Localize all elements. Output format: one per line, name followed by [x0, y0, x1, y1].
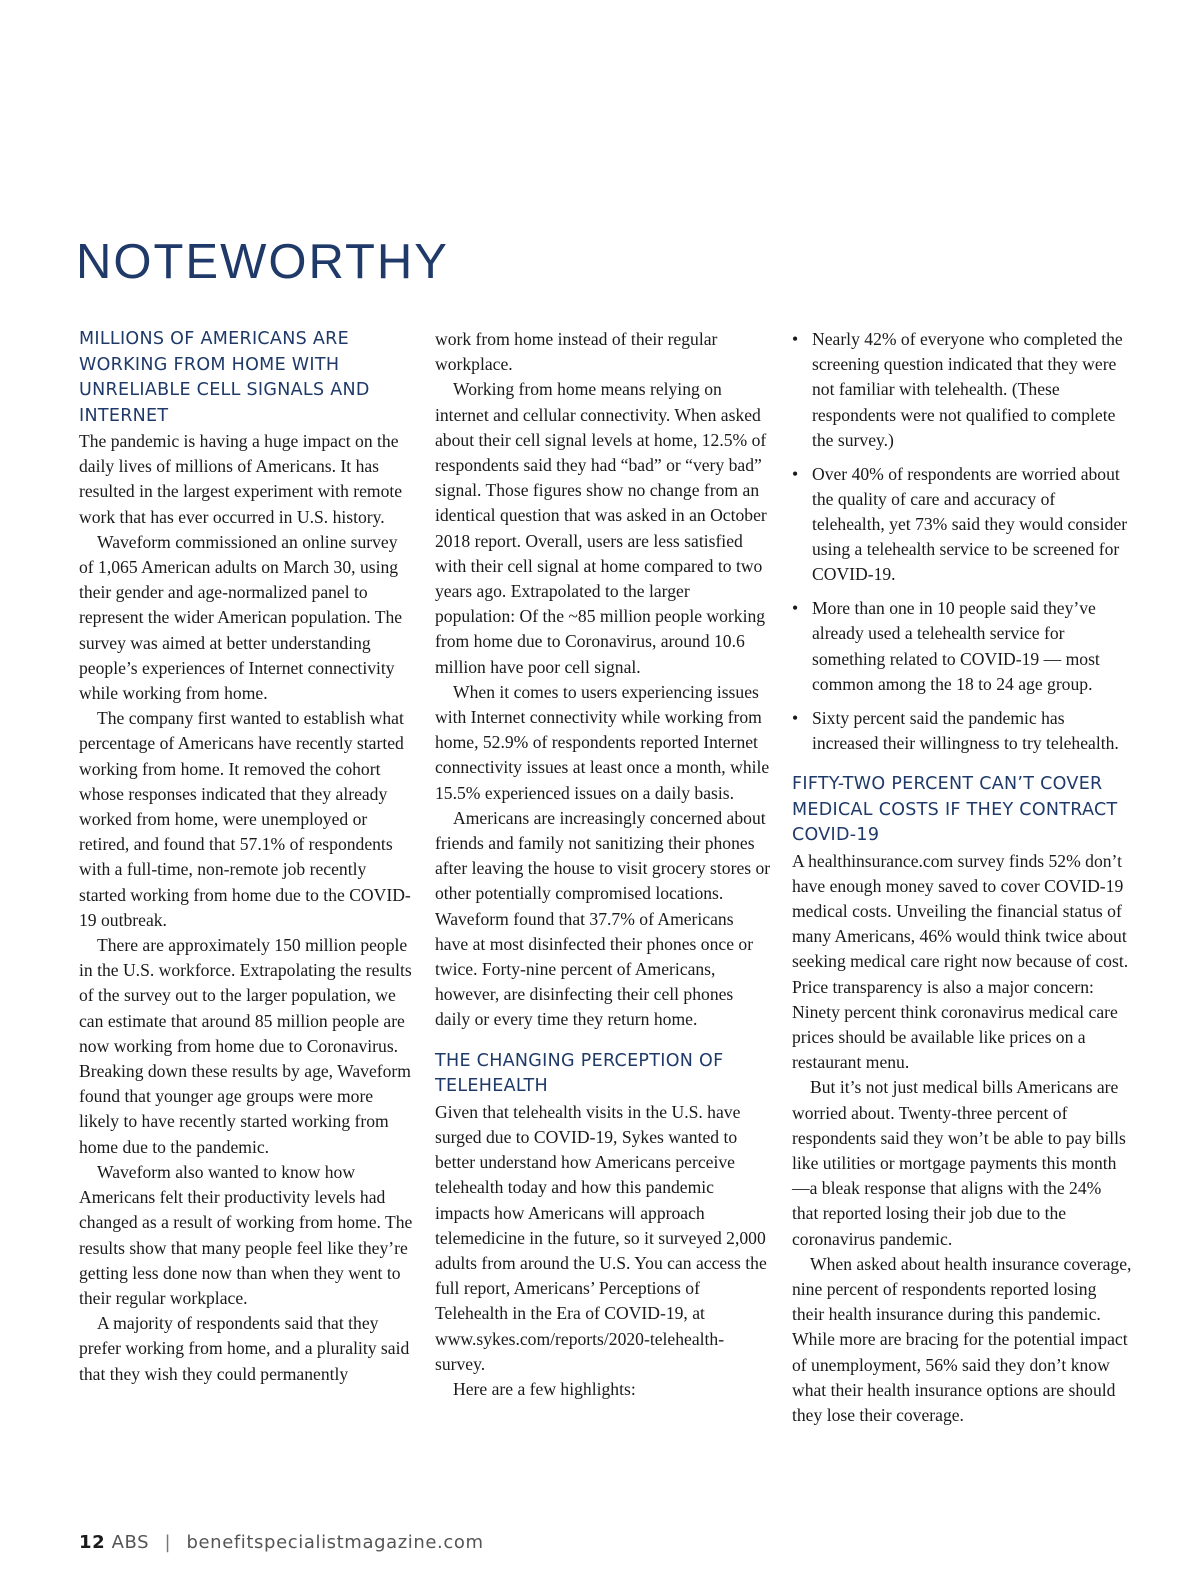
- column-right: [792, 327, 1132, 1428]
- page-footer: [79, 1532, 484, 1553]
- article-paragraph: Waveform also wanted to know how Americans felt their productivity levels had changed as a result of working from home. The results show that many people feel like they’re getting less done now than when they went to their regular workplace.: [79, 1161, 413, 1308]
- list-item-text: More than one in 10 people said they’ve already used a telehealth service for something related to COVID-19 — most common among the 18 to 24 age group.: [812, 598, 1100, 694]
- section-heading-telehealth: THE CHANGING PERCEPTION OF TELEHEALTH: [435, 1050, 724, 1097]
- list-item: [792, 462, 1132, 588]
- article-paragraph: A majority of respondents said that they prefer working from home, and a plurality said that they wish they could permanently: [79, 1313, 410, 1384]
- bullet-icon: •: [792, 463, 799, 484]
- article-paragraph: Here are a few highlights:: [453, 1378, 636, 1399]
- list-item: [792, 327, 1132, 453]
- bullet-icon: •: [792, 707, 799, 728]
- article-paragraph: The company first wanted to establish what percentage of Americans have recently started working from home. It removed the cohort whose responses indicated that they already worked from home, were unemployed or retired, and found that 57.1% of respondents with a full-time, non-remote job recently started working from home due to the COVID-19 outbreak.: [79, 708, 411, 930]
- article-paragraph: Americans are increasingly concerned about friends and family not sanitizing their phones after leaving the house to visit grocery stores or other potentially compromised locations. Waveform found that 37.7% of Americans have at most disinfected their phones once or twice. Forty-nine percent of Americans, however, are disinfecting their cell phones daily or every time they return home.: [435, 807, 771, 1030]
- section-heading-remote-work: MILLIONS OF AMERICANS ARE WORKING FROM HOME WITH UNRELIABLE CELL SIGNALS AND INTERNET: [79, 329, 370, 426]
- list-item: [792, 596, 1132, 697]
- list-item: [792, 706, 1132, 756]
- column-middle: [435, 327, 771, 1402]
- list-item-text: Nearly 42% of everyone who completed the screening question indicated that they were not familiar with telehealth. (These respondents were not qualified to complete the survey.): [812, 329, 1123, 450]
- article-paragraph: The pandemic is having a huge impact on the daily lives of millions of Americans. It has resulted in the largest experiment with remote work that has ever occurred in U.S. history.: [79, 431, 403, 527]
- article-paragraph: There are approximately 150 million people in the U.S. workforce. Extrapolating the results of the survey out to the larger population, we can estimate that around 85 million people are now working from home due to Coronavirus. Breaking down these results by age, Waveform found that younger age groups were more likely to have recently started working from home due to the pandemic.: [79, 935, 412, 1157]
- website-link[interactable]: benefitspecialistmagazine.com: [186, 1532, 484, 1553]
- highlights-list: [792, 327, 1132, 756]
- bullet-icon: •: [792, 598, 799, 619]
- footer-separator: |: [164, 1532, 172, 1553]
- article-paragraph: When it comes to users experiencing issues with Internet connectivity while working from home, 52.9% of respondents reported Internet connectivity issues at least once a month, while 15.5% experienced issues on a daily basis.: [435, 681, 770, 803]
- article-paragraph: Working from home means relying on internet and cellular connectivity. When asked about their cell signal levels at home, 12.5% of respondents said they had “bad” or “very bad” signal. Those figures show no change from an identical question that was asked in an October 2018 report. Overall, users are less satisfied with their cell signal at home compared to two years ago. Extrapolated to the larger population: Of the ~85 million people working from home due to Coronavirus, around 10.6 million have poor cell signal.: [435, 379, 767, 677]
- publication-name: ABS: [111, 1532, 150, 1553]
- list-item-text: Over 40% of respondents are worried about the quality of care and accuracy of telehealth, yet 73% said they would consider using a telehealth service to be screened for COVID-19.: [812, 463, 1128, 585]
- article-paragraph: But it’s not just medical bills Americans are worried about. Twenty-three percent of respondents said they won’t be able to pay bills like utilities or mortgage payments this month—a bleak response that aligns with the 24% that reported losing their job due to the coronavirus pandemic.: [792, 1077, 1126, 1249]
- bullet-icon: •: [792, 329, 799, 349]
- article-paragraph: When asked about health insurance coverage, nine percent of respondents reported losing their health insurance during this pandemic. While more are bracing for the potential impact of unemployment, 56% said they don’t know what their health insurance options are should they lose their coverage.: [792, 1253, 1132, 1425]
- page-title: NOTEWORTHY: [76, 235, 449, 289]
- column-left: [79, 327, 413, 1387]
- article-paragraph: work from home instead of their regular workplace.: [435, 329, 718, 375]
- list-item-text: Sixty percent said the pandemic has increased their willingness to try telehealth.: [812, 707, 1119, 753]
- article-paragraph: Waveform commissioned an online survey of 1,065 American adults on March 30, using their gender and age-normalized panel to represent the wider American population. The survey was aimed at better understanding people’s experiences of Internet connectivity while working from home.: [79, 531, 403, 704]
- section-heading-medical-costs: FIFTY-TWO PERCENT CAN’T COVER MEDICAL COSTS IF THEY CONTRACT COVID-19: [792, 774, 1118, 846]
- article-paragraph: A healthinsurance.com survey finds 52% don’t have enough money saved to cover COVID-19 medical costs. Unveiling the financial status of many Americans, 46% would think twice about seeking medical care right now because of cost. Price transparency is also a major concern: Ninety percent think coronavirus medical care prices should be available like prices on a restaurant menu.: [792, 850, 1129, 1073]
- page-number: 12: [79, 1532, 106, 1553]
- article-paragraph: Given that telehealth visits in the U.S. have surged due to COVID-19, Sykes wanted to better understand how Americans perceive telehealth today and how this pandemic impacts how Americans will approach telemedicine in the future, so it surveyed 2,000 adults from around the U.S. You can access the full report, Americans’ Perceptions of Telehealth in the Era of COVID-19, at www.sykes.com/reports/2020-telehealth-survey.: [435, 1101, 767, 1374]
